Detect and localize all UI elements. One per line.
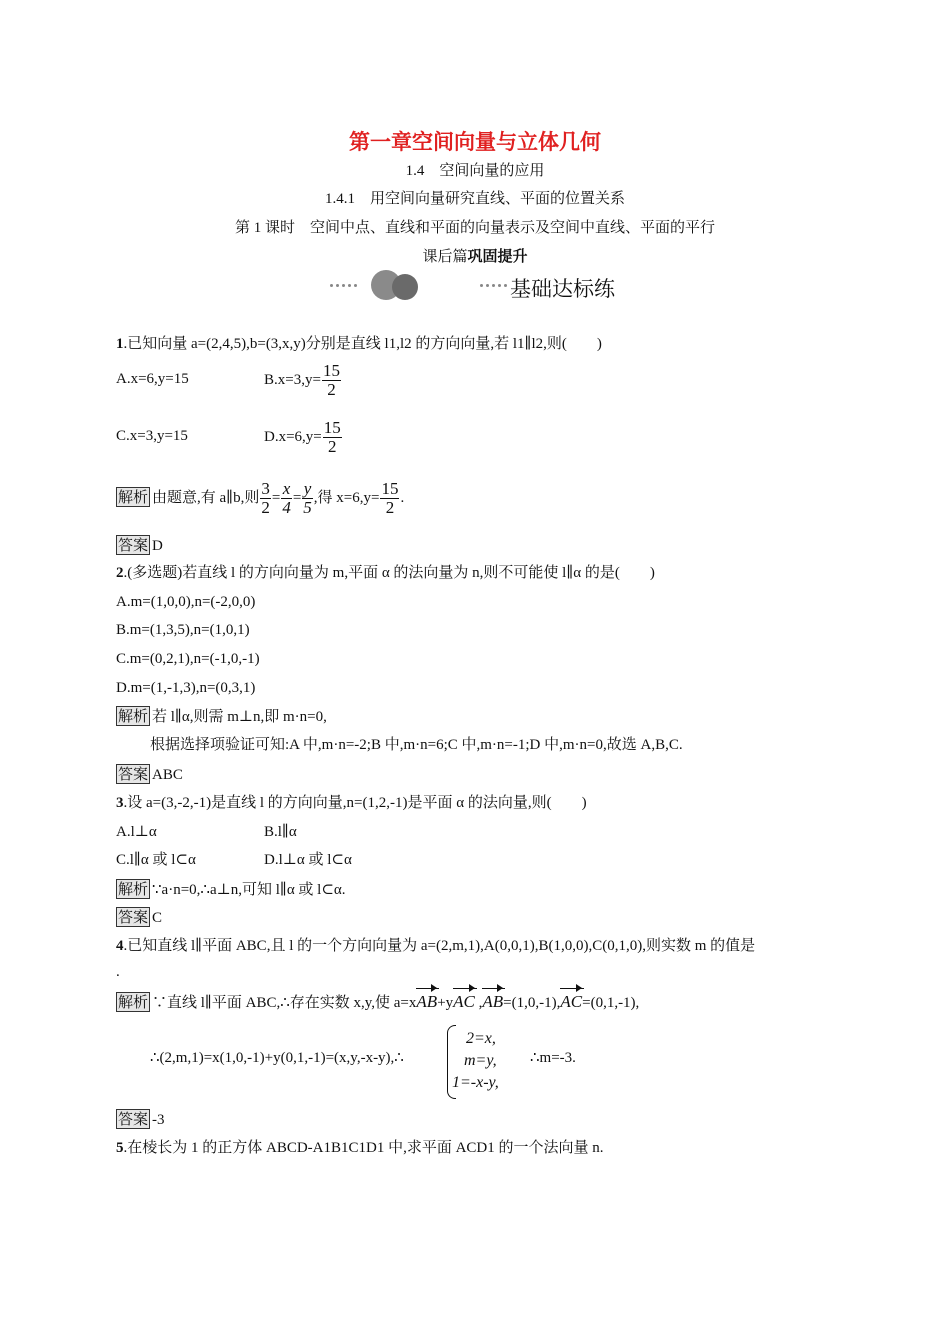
q1-f2-den: 4 [282,498,291,517]
banner-dots-right [480,284,510,288]
after-class-title [0,247,950,267]
q2-answer-value: ABC [152,767,183,783]
q1-f1-den: 2 [261,498,270,517]
q5-stem-text: .在棱长为 1 的正方体 ABCD-A1B1C1D1 中,求平面 ACD1 的一个法向量 n. [123,1140,604,1156]
after-class-prefix: 课后篇 [422,249,468,265]
q4-analysis-1d: =(0,1,-1), [582,995,640,1011]
vector-ac: AC [453,992,475,1011]
q1-option-b [264,362,342,399]
q1-f4-den: 2 [385,498,395,517]
q4-analysis-2b: ∴m=-3. [530,1050,576,1066]
q3-answer-value: C [152,910,163,926]
q4-stem-end: . [116,964,120,980]
answer-tag: 答案 [118,1110,149,1128]
banner-label: 基础达标练 [510,277,615,301]
q3-option-b: B.l∥α [264,824,297,840]
q1-option-a: A.x=6,y=15 [116,371,189,387]
q1-answer-value: D [152,538,163,554]
q4-analysis-1b: +y [437,995,454,1011]
q1-d-frac-num: 15 [323,418,341,437]
system-eq-1: 2=x, [466,1030,496,1047]
q2-stem-text: .(多选题)若直线 l 的方向向量为 m,平面 α 的法向量为 n,则不可能使 l∥α 的是( ) [123,565,655,581]
q5-stem [116,1138,604,1158]
q2-num: 2 [116,565,124,581]
after-class-bold: 巩固提升 [467,249,528,265]
q4-analysis-2a: ∴(2,m,1)=x(1,0,-1)+y(0,1,-1)=(x,y,-x-y),∴ [150,1050,404,1066]
q1-stem-text: .已知向量 a=(2,4,5),b=(3,x,y)分别是直线 l1,l2 的方向向量,若 l1∥l2,则( ) [123,336,602,352]
q2-analysis-1: 若 l∥α,则需 m⊥n,即 m·n=0, [152,709,327,725]
q1-analysis-suffix: ,得 x=6,y= [313,489,380,506]
q2-analysis-2: 根据选择项验证可知:A 中,m·n=-2;B 中,m·n=6;C 中,m·n=-1;D 中,m·n=0,故选 A,B,C. [150,737,683,753]
q3-option-d: D.l⊥α 或 l⊂α [264,852,352,868]
q1-d-frac-den: 2 [328,437,337,456]
q2-option-d: D.m=(1,-1,3),n=(0,3,1) [116,680,256,696]
vector-ab: AB [416,992,438,1011]
q4-stem [116,936,755,956]
q4-answer [116,1109,165,1130]
lesson-title: 第 1 课时 空间中点、直线和平面的向量表示及空间中直线、平面的平行 [234,220,715,236]
q4-num: 4 [116,938,124,954]
q1-option-c: C.x=3,y=15 [116,428,188,444]
analysis-tag: 解析 [118,880,149,898]
q4-stem-text: .已知直线 l∥平面 ABC,且 l 的一个方向向量为 a=(2,m,1),A(0,0,1),B(1,0,0),C(0,1,0),则实数 m 的值是 [123,938,756,954]
q1-b-frac [322,362,341,399]
q1-frac-3 [302,480,313,517]
section-title: 1.4 空间向量的应用 [405,163,545,179]
q3-option-c: C.l∥α 或 l⊂α [116,852,196,868]
q1-answer [116,535,163,556]
chapter-title: 第一章空间向量与立体几何 [349,130,601,154]
q5-num: 5 [116,1140,124,1156]
q1-option-d [264,419,343,456]
q2-option-a: A.m=(1,0,0),n=(-2,0,0) [116,594,256,610]
vector-ab-2: AB [482,992,504,1011]
q1-f4-num: 15 [381,479,399,498]
q1-d-prefix: D.x=6,y= [264,428,322,445]
q1-stem [116,334,602,354]
q2-stem [116,563,655,583]
q2-answer [116,764,183,785]
analysis-tag: 解析 [118,707,149,725]
q1-frac-2 [281,480,292,517]
q3-stem [116,793,587,813]
answer-tag: 答案 [118,908,149,926]
q1-f3-num: y [303,479,312,498]
q1-frac-4 [380,480,399,517]
banner-dots-left [330,284,360,288]
q1-d-frac [323,419,342,456]
system-eq-2: m=y, [464,1052,497,1069]
vector-ac-2: AC [560,992,583,1011]
q1-f3-den: 5 [303,498,312,517]
q3-analysis-text: ∵a·n=0,∴a⊥n,可知 l∥α 或 l⊂α. [152,882,346,898]
q2-option-c: C.m=(0,2,1),n=(-1,0,-1) [116,651,260,667]
q3-stem-text: .设 a=(3,-2,-1)是直线 l 的方向向量,n=(1,2,-1)是平面 α 的法向量,则( ) [123,795,587,811]
q4-analysis-1c: =(1,0,-1), [503,995,561,1011]
q1-f2-num: x [282,479,291,498]
q1-b-frac-num: 15 [322,361,340,380]
q3-num: 3 [116,795,124,811]
q1-f1-num: 3 [261,479,270,498]
answer-tag: 答案 [118,765,149,783]
system-eq-3: 1=-x-y, [452,1074,499,1091]
analysis-tag: 解析 [118,993,149,1011]
banner-circle-icon-2 [392,274,418,300]
q1-analysis-prefix: 由题意,有 a∥b,则 [152,489,260,506]
q3-analysis [116,879,346,900]
q1-b-frac-den: 2 [327,380,336,399]
q4-analysis-1a: ∵直线 l∥平面 ABC,∴存在实数 x,y,使 a=x [152,995,417,1011]
q1-analysis: 解析 由题意,有 a∥b,则 $\frac{3}{2}$ = $\frac{x}{4}$ = $\frac{y}{5}$ ,得 x=6,y= $\frac{15}{2}$ . [118,479,405,517]
analysis-tag: 解析 [118,487,149,506]
q4-answer-value: -3 [152,1112,165,1128]
answer-tag: 答案 [118,536,149,554]
q2-analysis [116,706,327,727]
subsection-title: 1.4.1 用空间向量研究直线、平面的位置关系 [324,191,625,207]
q1-frac-1 [260,480,271,517]
q2-option-b: B.m=(1,3,5),n=(1,0,1) [116,622,250,638]
q3-answer [116,907,162,928]
q1-b-prefix: B.x=3,y= [264,371,321,388]
q3-option-a: A.l⊥α [116,824,157,840]
q4-analysis: 解析 ∵直线 l∥平面 ABC,∴存在实数 x,y,使 a=xAB+yAC ,AB=(1,0,-1),AC=(0,1,-1), [118,992,640,1011]
q1-num: 1 [116,336,124,352]
